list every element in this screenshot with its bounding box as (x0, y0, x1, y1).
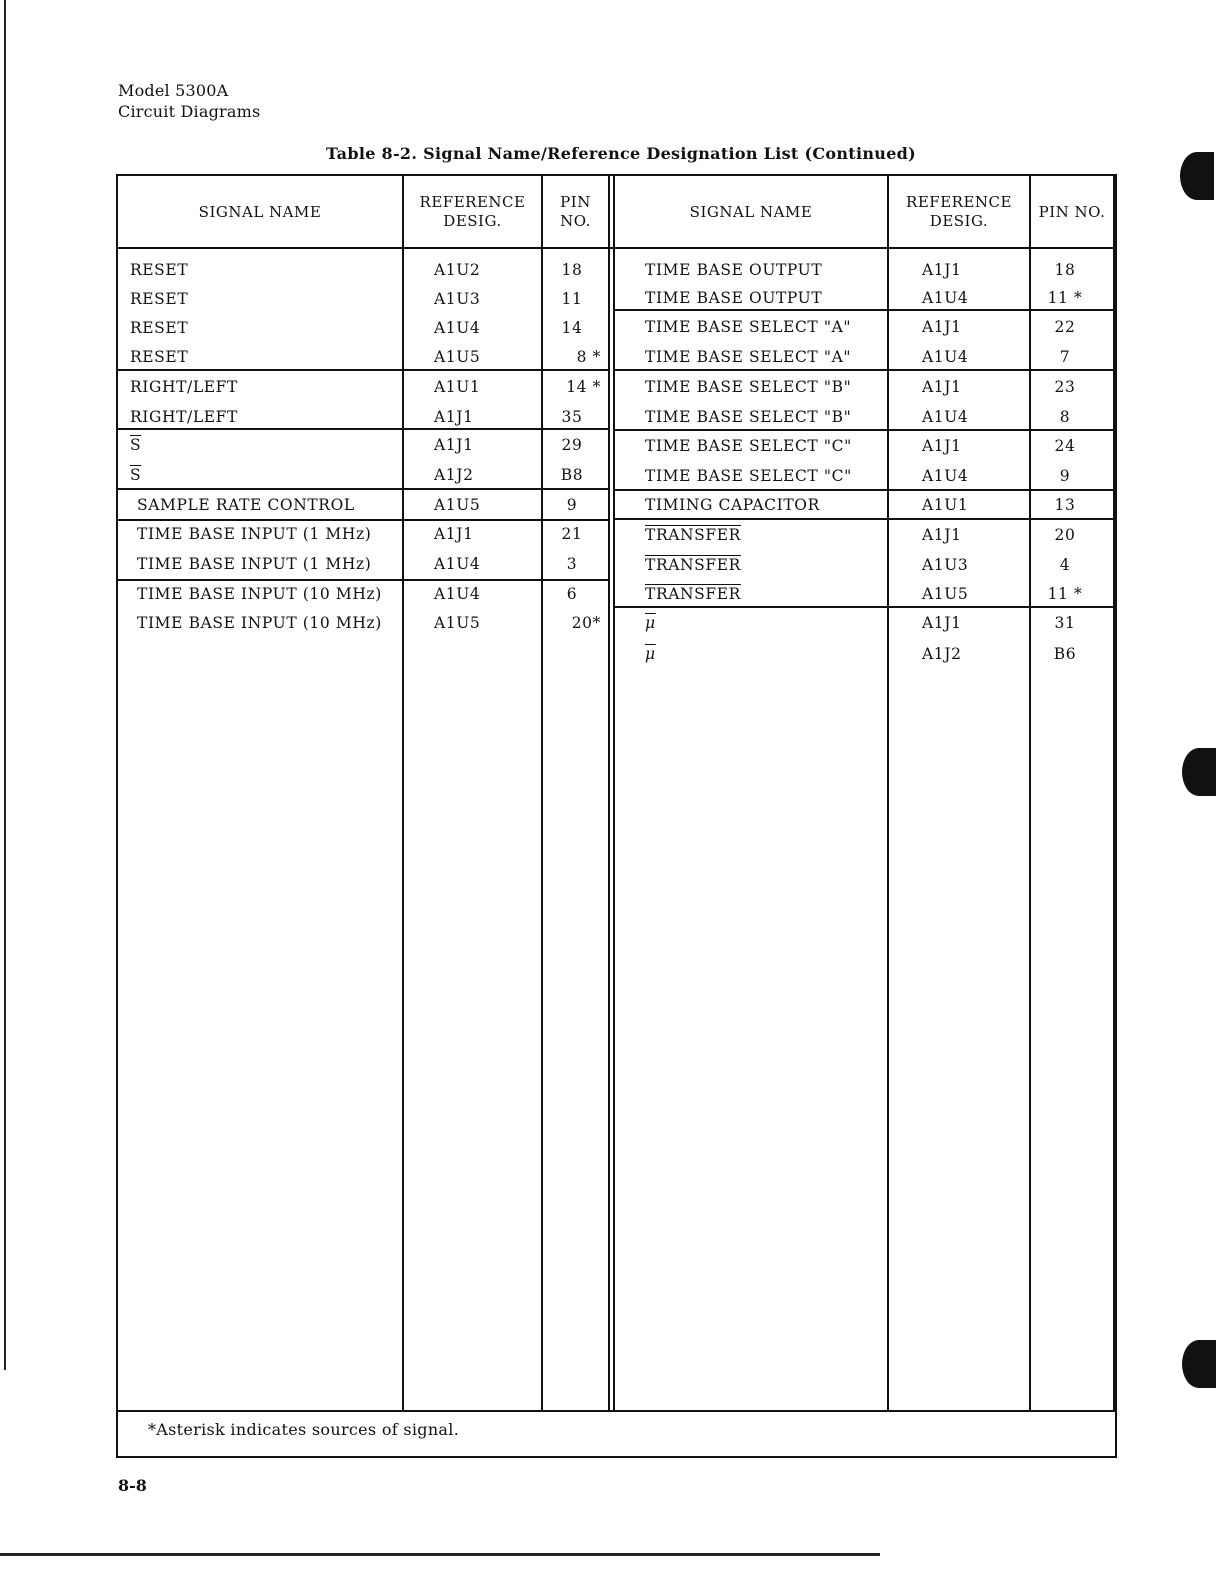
pin-no: 29 (561, 436, 583, 454)
reference-desig: A1J1 (922, 261, 962, 279)
rule-h-group (613, 518, 1115, 520)
signal-name: $\overline{S}$ (130, 436, 142, 454)
pin-no: B6 (1053, 645, 1077, 663)
signal-name: RIGHT/LEFT (130, 378, 238, 396)
reference-desig: A1J1 (922, 437, 962, 455)
punch-hole-bottom (1182, 1340, 1216, 1388)
pin-no: 31 (1054, 614, 1076, 632)
signal-name: RESET (130, 348, 189, 366)
table-footnote: *Asterisk indicates sources of signal. (148, 1420, 460, 1439)
reference-desig: A1U4 (922, 408, 969, 426)
reference-desig: A1J2 (922, 645, 962, 663)
pin-no: 14 (561, 319, 583, 337)
reference-desig: A1U5 (922, 585, 969, 603)
pin-no: 7 (1059, 348, 1071, 366)
pin-no: 6 (566, 585, 578, 603)
header-signal-name-left: SIGNAL NAME (198, 202, 322, 221)
rule-v (608, 176, 610, 1411)
pin-no: 35 (561, 408, 583, 426)
rule-h-group (613, 489, 1115, 491)
section-label: Circuit Diagrams (118, 102, 261, 121)
page-edge-left (4, 0, 6, 1370)
signal-name: TIME BASE INPUT (1 MHz) (137, 525, 372, 543)
table-caption: Table 8-2. Signal Name/Reference Designation List (Continued) (326, 144, 917, 163)
header-signal-name-right: SIGNAL NAME (689, 202, 813, 221)
reference-desig: A1U4 (434, 319, 481, 337)
reference-desig: A1U4 (434, 585, 481, 603)
reference-desig: A1J1 (434, 525, 474, 543)
pin-no: 23 (1054, 378, 1076, 396)
reference-desig: A1U5 (434, 614, 481, 632)
signal-name: TIME BASE SELECT "A" (645, 318, 852, 336)
pin-no: 11 * (1047, 585, 1083, 603)
pin-no: 9 (566, 496, 578, 514)
signal-name: TRANSFER (645, 526, 741, 544)
signal-name: $\overline{\mu}$ (645, 645, 656, 663)
rule-v (613, 176, 615, 1411)
signal-name: TIME BASE INPUT (10 MHz) (137, 585, 382, 603)
rule-v (402, 176, 404, 1411)
header-ref-left: REFERENCE DESIG. (419, 193, 526, 230)
pin-no: 14 * (566, 378, 601, 396)
rule-h-group (118, 369, 610, 371)
signal-name: RESET (130, 319, 189, 337)
pin-no: 13 (1054, 496, 1076, 514)
reference-desig: A1U3 (922, 556, 969, 574)
signal-name: TIMING CAPACITOR (645, 496, 820, 514)
header-ref-right: REFERENCE DESIG. (906, 193, 1012, 230)
signal-name: TIME BASE SELECT "B" (645, 378, 852, 396)
reference-desig: A1U1 (922, 496, 969, 514)
pin-no: 3 (566, 555, 578, 573)
signal-name: TIME BASE SELECT "A" (645, 348, 852, 366)
pin-no: 21 (561, 525, 583, 543)
pin-no: 22 (1054, 318, 1076, 336)
pin-no: 9 (1059, 467, 1071, 485)
page-edge-bottom (0, 1553, 880, 1556)
pin-no: 18 (561, 261, 583, 279)
reference-desig: A1J1 (434, 436, 474, 454)
header-pin-left: PIN NO. (560, 193, 591, 230)
signal-name: TIME BASE OUTPUT (645, 261, 823, 279)
signal-name: TIME BASE OUTPUT (645, 289, 823, 307)
signal-name: TRANSFER (645, 585, 741, 603)
rule-v (887, 176, 889, 1411)
pin-no: 8 * (576, 348, 601, 366)
reference-desig: A1J1 (922, 378, 962, 396)
reference-desig: A1J1 (922, 526, 962, 544)
signal-name: TIME BASE INPUT (10 MHz) (137, 614, 382, 632)
signal-name: TIME BASE SELECT "C" (645, 437, 852, 455)
signal-name: RESET (130, 261, 189, 279)
reference-desig: A1J1 (922, 318, 962, 336)
signal-table (116, 174, 1117, 1458)
reference-desig: A1U2 (434, 261, 481, 279)
reference-desig: A1U1 (434, 378, 481, 396)
rule-v (1113, 176, 1115, 1411)
signal-name: $\overline{S}$ (130, 466, 142, 484)
reference-desig: A1J1 (434, 408, 474, 426)
document-header (118, 80, 260, 122)
reference-desig: A1U4 (434, 555, 481, 573)
reference-desig: A1U4 (922, 467, 969, 485)
rule-h-group (118, 488, 610, 490)
reference-desig: A1U4 (922, 348, 969, 366)
rule-h-footer (118, 1410, 1115, 1412)
signal-name: TIME BASE INPUT (1 MHz) (137, 555, 372, 573)
reference-desig: A1J2 (434, 466, 474, 484)
pin-no: 4 (1059, 556, 1071, 574)
reference-desig: A1U4 (922, 289, 969, 307)
reference-desig: A1U5 (434, 348, 481, 366)
signal-name: TIME BASE SELECT "B" (645, 408, 852, 426)
pin-no: B8 (560, 466, 584, 484)
pin-no: 18 (1054, 261, 1076, 279)
punch-hole-middle (1182, 748, 1216, 796)
page-number: 8-8 (118, 1476, 147, 1495)
pin-no: 11 * (1047, 289, 1083, 307)
reference-desig: A1U5 (434, 496, 481, 514)
punch-hole-top (1180, 152, 1214, 200)
pin-no: 20* (571, 614, 601, 632)
reference-desig: A1J1 (922, 614, 962, 632)
signal-name: TIME BASE SELECT "C" (645, 467, 852, 485)
signal-name: RIGHT/LEFT (130, 408, 238, 426)
pin-no: 24 (1054, 437, 1076, 455)
signal-name: SAMPLE RATE CONTROL (137, 496, 355, 514)
header-pin-right: PIN NO. (1038, 202, 1106, 221)
pin-no: 8 (1059, 408, 1071, 426)
pin-no: 11 (561, 290, 583, 308)
pin-no: 20 (1054, 526, 1076, 544)
reference-desig: A1U3 (434, 290, 481, 308)
signal-name: $\overline{\mu}$ (645, 614, 656, 632)
signal-name: TRANSFER (645, 556, 741, 574)
model-label: Model 5300A (118, 81, 229, 100)
signal-name: RESET (130, 290, 189, 308)
